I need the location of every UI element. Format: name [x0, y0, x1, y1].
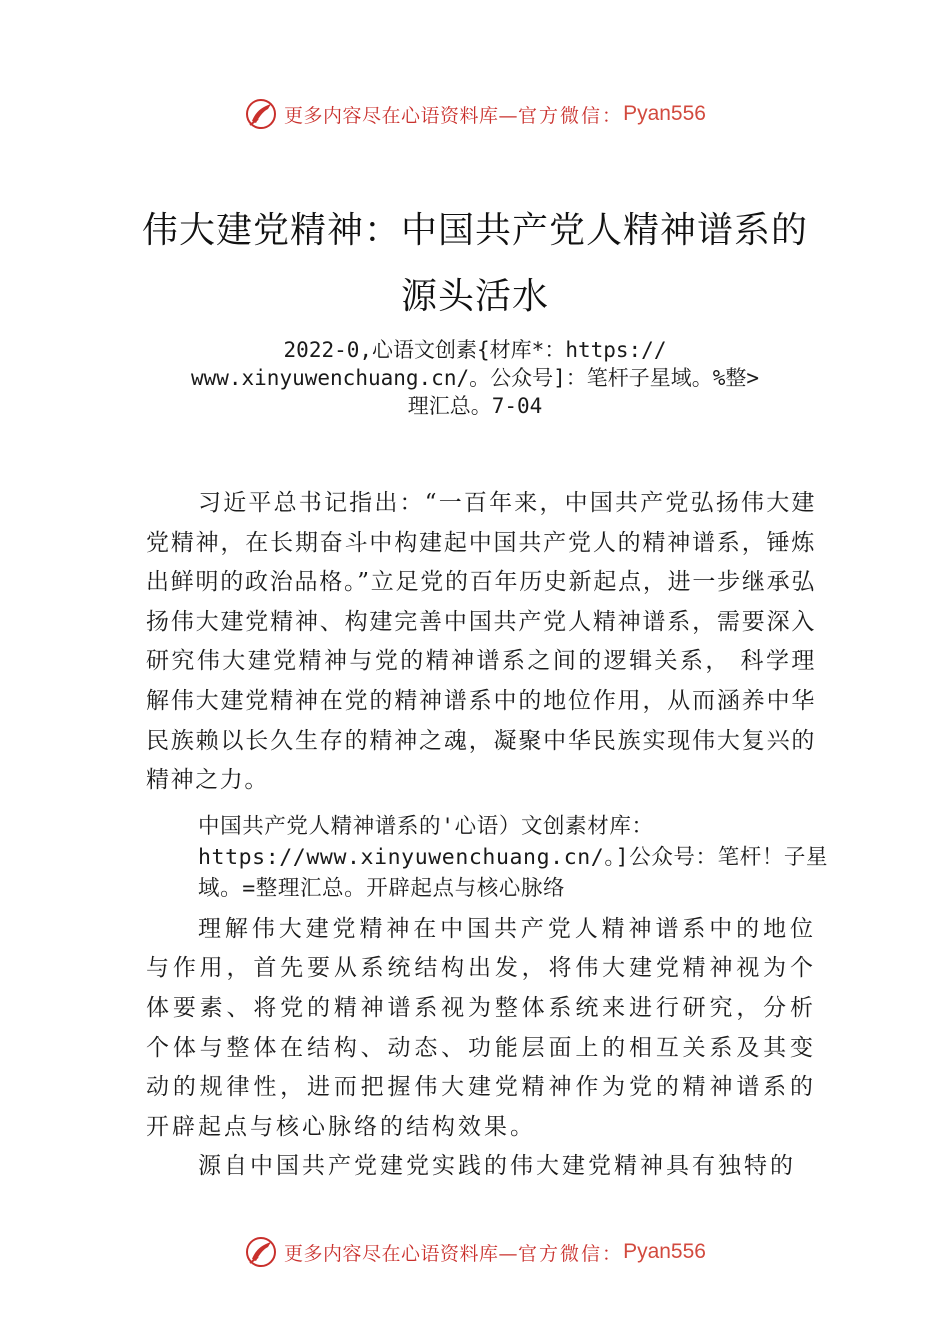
paragraph: 习近平总书记指出：“一百年来，中国共产党弘扬伟大建党精神，在长期奋斗中构建起中国共产党人的精神谱系，锤炼出鲜明的政治品格。”立足党的百年历史新起点，进一步继承弘扬伟大建党精神、构建完善中国共产党人精神谱系，需要深入研究伟大建党精神与党的精神谱系之间的逻辑关系， 科学理解伟大建党精神在党的精神谱系中的地位作用，从而涵养中华民族赖以长久生存的精神之魂，凝聚中华民族实现伟大复兴的精神之力。	[146, 490, 816, 794]
document-title	[0, 198, 950, 330]
meta-line-3: 理汇总。7-04	[407, 394, 543, 418]
banner-wechat-id: Pyan556	[623, 102, 706, 125]
header-banner	[0, 94, 950, 134]
banner-text: 更多内容尽在心语资料库—	[284, 104, 519, 127]
writing-hand-logo-icon	[244, 97, 278, 131]
banner-wechat-label: 官方微信：	[518, 1242, 624, 1265]
meta-line-2: www.xinyuwenchuang.cn/。公众号]：笔杆子星域。%整>	[190, 366, 760, 390]
banner-wechat-label: 官方微信：	[518, 104, 624, 127]
banner-wechat-id: Pyan556	[623, 1240, 706, 1263]
paragraph: 源自中国共产党建党实践的伟大建党精神具有独特的	[198, 1153, 796, 1180]
title-line-1: 伟大建党精神：中国共产党人精神谱系的	[141, 210, 808, 251]
paragraph: 理解伟大建党精神在中国共产党人精神谱系中的地位与作用，首先要从系统结构出发，将伟大建党精神视为个体要素、将党的精神谱系视为整体系统来进行研究，分析个体与整体在结构、动态、功能层面上的相互关系及其变动的规律性，进而把握伟大建党精神作为党的精神谱系的开辟起点与核心脉络的结构效果。	[146, 915, 816, 1140]
writing-hand-logo-icon	[244, 1235, 278, 1269]
meta-line-1: 2022-0,心语文创素{材库*：https://	[283, 338, 667, 362]
banner-text: 更多内容尽在心语资料库—	[284, 1242, 519, 1265]
document-body	[146, 484, 829, 1187]
document-meta	[120, 336, 830, 420]
footer-banner	[0, 1232, 950, 1272]
title-line-2: 源头活水	[400, 276, 549, 317]
section-heading-paragraph: 中国共产党人精神谱系的'心语）文创素材库：https://www.xinyuwenchuang.cn/。]公众号：笔杆！子星域。=整理汇总。开辟起点与核心脉络	[198, 813, 829, 901]
